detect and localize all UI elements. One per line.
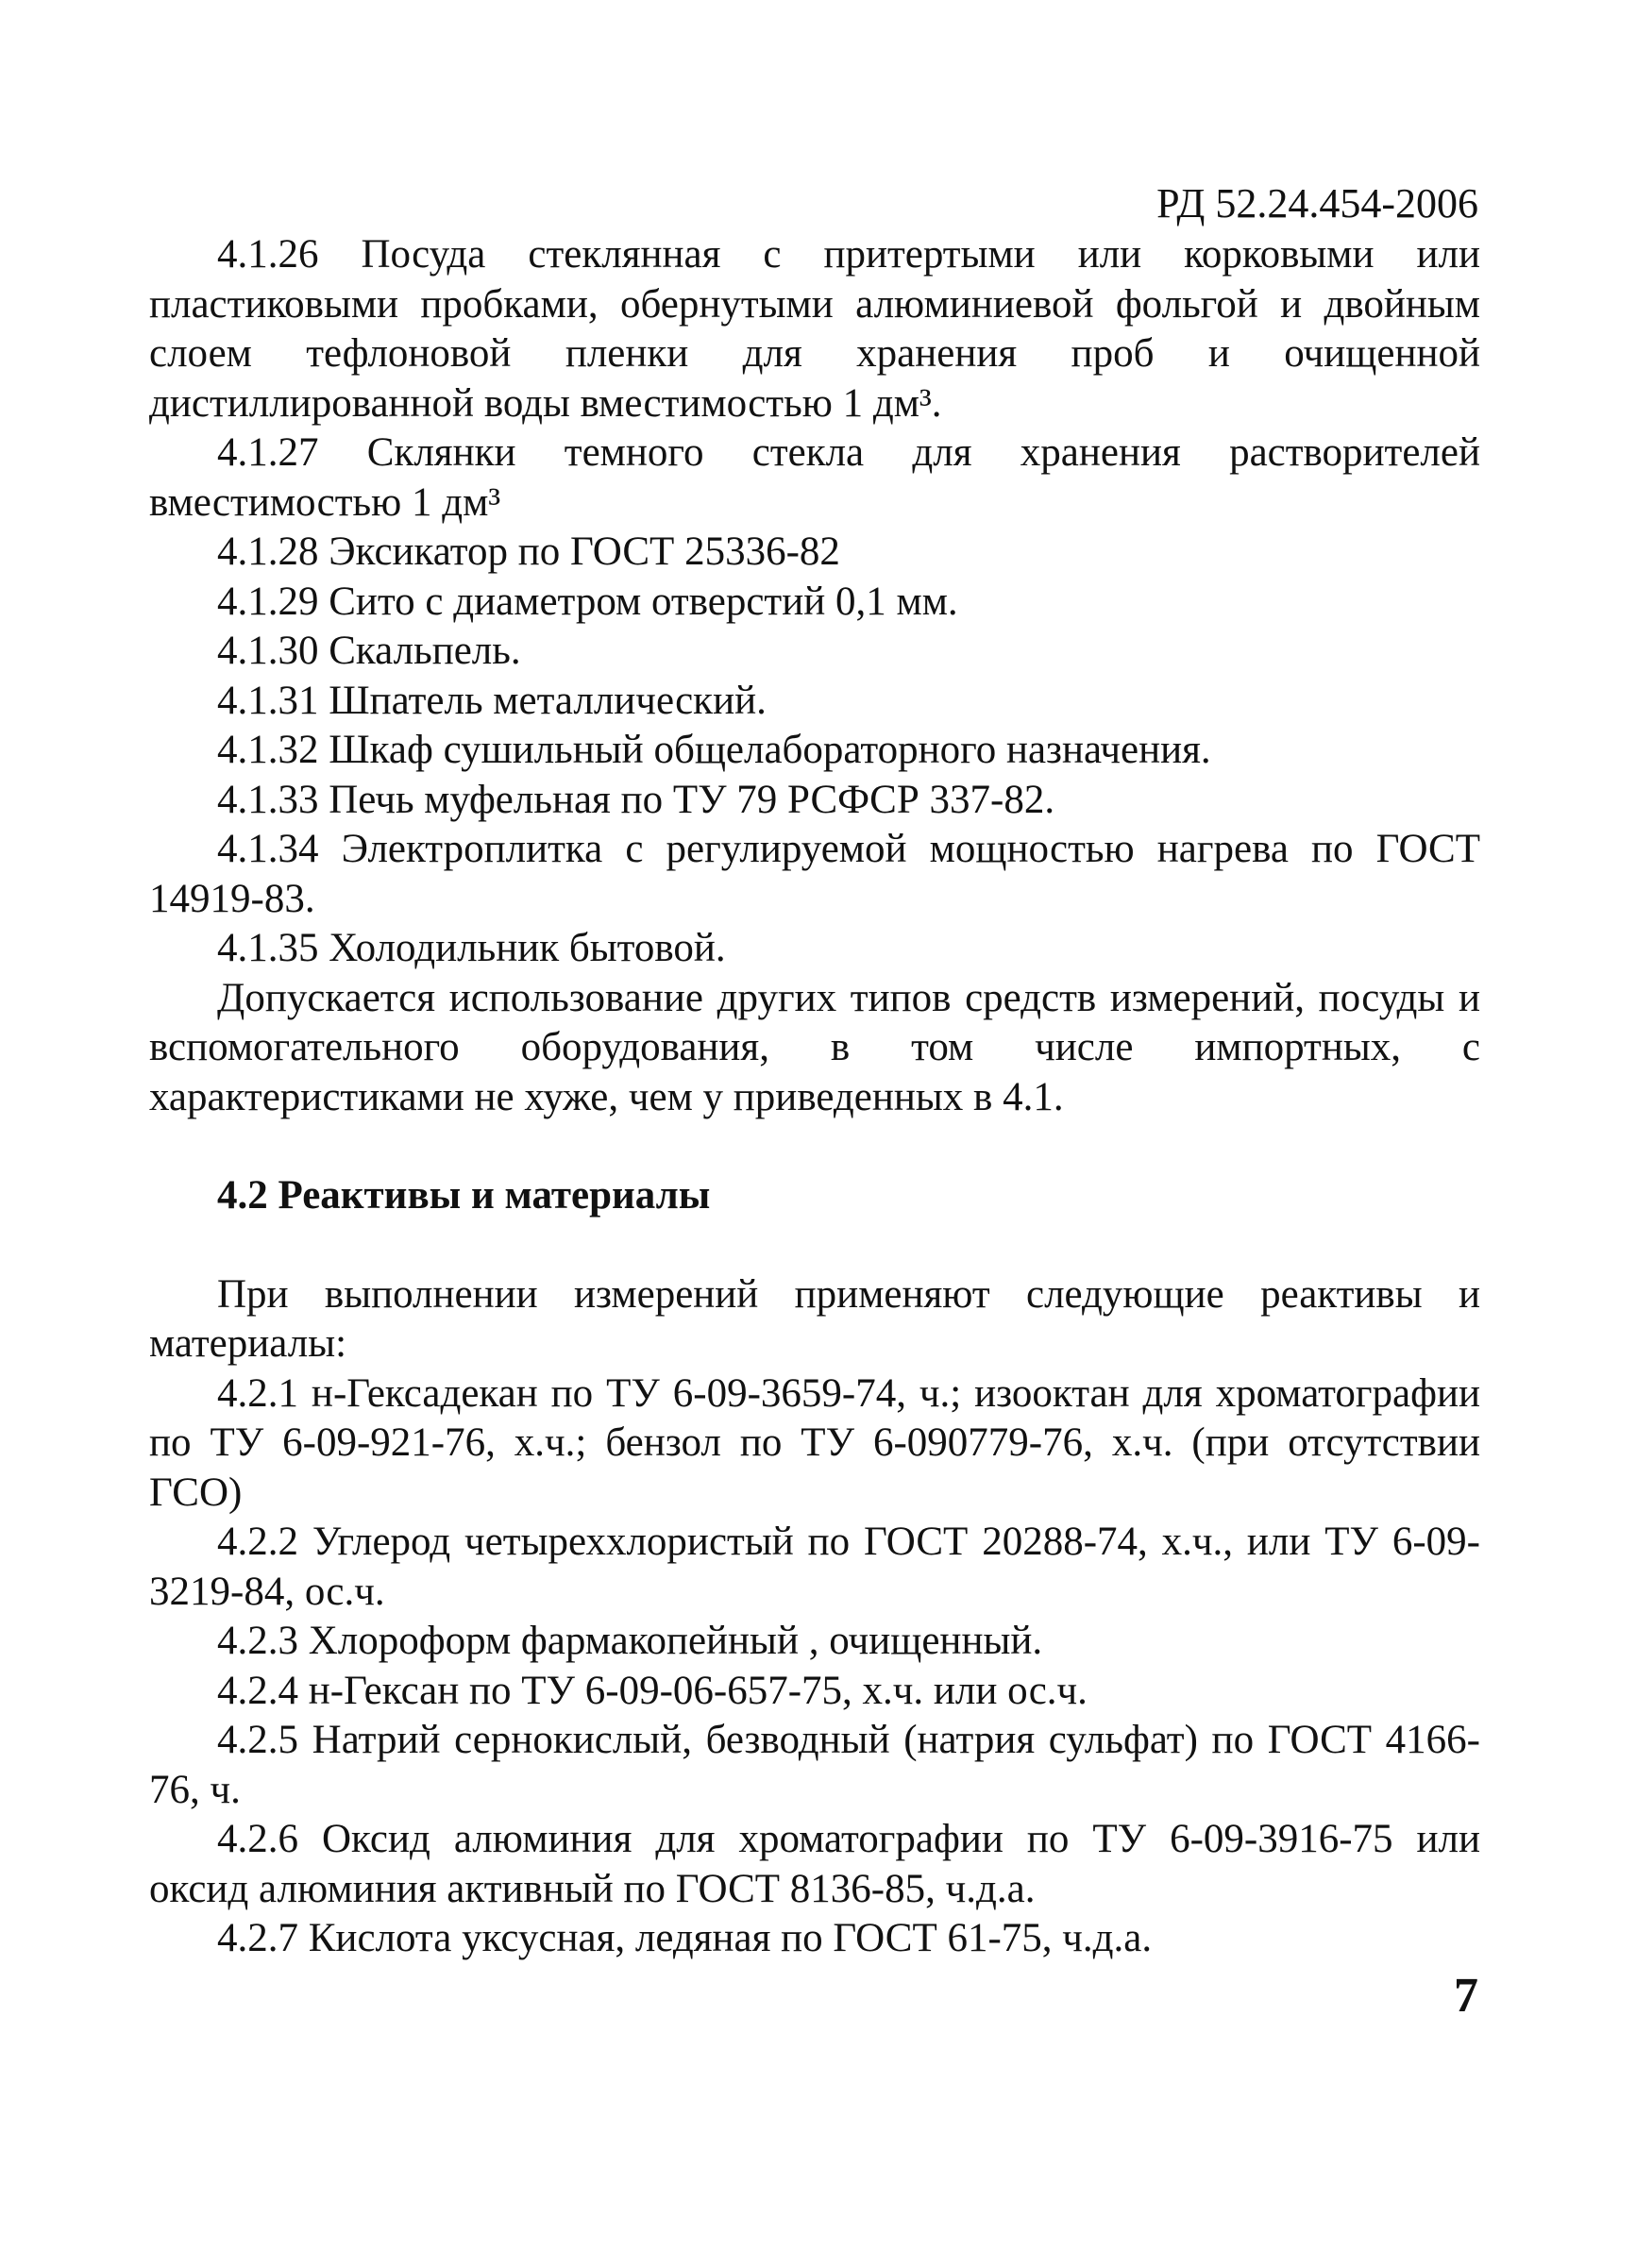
clause-4-1-26: 4.1.26 Посуда стеклянная с притертыми или корковыми или пластиковыми пробками, обернутыми алюминиевой фольгой и двойным слоем тефлоновой пленки для хранения проб и очищенной дистиллированной воды вместимостью 1 дм³. [149, 232, 1480, 426]
clause-4-1-28: 4.1.28 Эксикатор по ГОСТ 25336-82 [217, 529, 840, 574]
clause-4-2-3: 4.2.3 Хлороформ фармакопейный , очищенный. [217, 1619, 1043, 1663]
clause-4-2-4: 4.2.4 н-Гексан по ТУ 6-09-06-657-75, х.ч. или ос.ч. [217, 1668, 1088, 1713]
clause-4-2-5: 4.2.5 Натрий сернокислый, безводный (натрия сульфат) по ГОСТ 4166-76, ч. [149, 1718, 1480, 1812]
clause-4-2-6: 4.2.6 Оксид алюминия для хроматографии по ТУ 6-09-3916-75 или оксид алюминия активный по ГОСТ 8136-85, ч.д.а. [149, 1817, 1480, 1911]
clause-4-1-27: 4.1.27 Склянки темного стекла для хранения растворителей вместимостью 1 дм³ [149, 430, 1480, 525]
page-number: 7 [1454, 1969, 1478, 2023]
clause-4-2-7: 4.2.7 Кислота уксусная, ледяная по ГОСТ 61-75, ч.д.а. [217, 1916, 1153, 1960]
section-gap [149, 1221, 1480, 1270]
clause-4-1-33: 4.1.33 Печь муфельная по ТУ 79 РСФСР 337-82. [217, 777, 1055, 822]
clause-4-1-30: 4.1.30 Скальпель. [217, 629, 521, 673]
clause-4-1-31: 4.1.31 Шпатель металлический. [217, 678, 767, 723]
clause-4-2-2: 4.2.2 Углерод четыреххлористый по ГОСТ 20288-74, х.ч., или ТУ 6-09-3219-84, ос.ч. [149, 1520, 1480, 1614]
clause-4-1-29: 4.1.29 Сито с диаметром отверстий 0,1 мм. [217, 579, 958, 624]
section-gap [149, 1122, 1480, 1171]
clause-4-1-32: 4.1.32 Шкаф сушильный общелабораторного назначения. [217, 728, 1211, 772]
section-heading-4-2: 4.2 Реактивы и материалы [217, 1173, 711, 1218]
document-code: РД 52.24.454-2006 [1156, 180, 1478, 227]
document-body [149, 230, 1480, 1964]
clause-4-1-note: Допускается использование других типов средств измерений, посуды и вспомогательного оборудования, в том числе импортных, с характеристиками не хуже, чем у приведенных в 4.1. [149, 975, 1480, 1119]
clause-4-1-34: 4.1.34 Электроплитка с регулируемой мощностью нагрева по ГОСТ 14919-83. [149, 827, 1480, 921]
clause-4-1-35: 4.1.35 Холодильник бытовой. [217, 926, 726, 970]
clause-4-2-1: 4.2.1 н-Гексадекан по ТУ 6-09-3659-74, ч.; изооктан для хроматографии по ТУ 6-09-921-76, х.ч.; бензол по ТУ 6-090779-76, х.ч. (при отсутствии ГСО) [149, 1370, 1480, 1515]
section-4-2-intro: При выполнении измерений применяют следующие реактивы и материалы: [149, 1271, 1480, 1366]
